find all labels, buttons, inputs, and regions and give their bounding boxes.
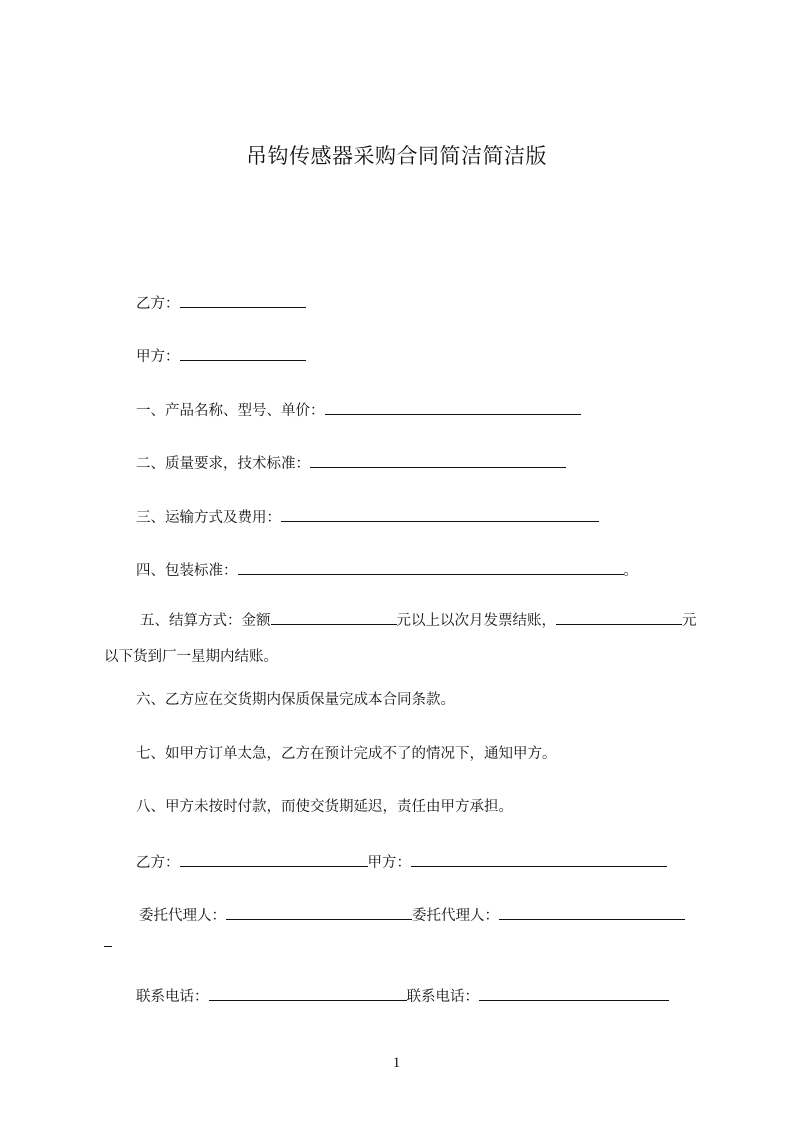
sign-party-b-blank[interactable]: [180, 851, 368, 867]
clause-5-second-blank[interactable]: [556, 609, 668, 625]
party-b-label: 乙方：: [136, 296, 180, 312]
clause-5-end: 元以下货到厂一星期内结账。: [104, 613, 697, 665]
clause-4: [136, 559, 638, 581]
clause-5-prefix: 五、结算方式：金额: [140, 613, 271, 629]
page-number: 1: [392, 1055, 401, 1071]
clause-2-blank[interactable]: [310, 452, 566, 468]
clause-3-blank[interactable]: [281, 506, 599, 522]
party-a-label: 甲方：: [136, 349, 180, 365]
agent-2-blank[interactable]: [499, 904, 685, 920]
clause-1: [136, 399, 581, 421]
sign-party-a-label: 甲方：: [367, 855, 411, 871]
phone-2-blank[interactable]: [479, 985, 669, 1001]
clause-4-label: 四、包装标准：: [136, 563, 238, 579]
clause-5-continuation-blank[interactable]: [668, 609, 682, 625]
phone-1-label: 联系电话：: [136, 989, 209, 1005]
party-b-blank[interactable]: [180, 292, 306, 308]
agent-line: [139, 904, 685, 926]
agent-1-label: 委托代理人：: [139, 908, 226, 924]
phone-line: [136, 985, 669, 1007]
phone-2-label: 联系电话：: [406, 989, 479, 1005]
clause-8: 八、甲方未按时付款，而使交货期延迟，责任由甲方承担。: [136, 799, 513, 815]
clause-4-blank[interactable]: [238, 559, 624, 575]
party-a-line: [136, 345, 306, 367]
clause-3: [136, 506, 599, 528]
signature-line: [136, 851, 667, 873]
clause-5: [104, 603, 704, 675]
agent-1-blank[interactable]: [226, 904, 412, 920]
clause-1-blank[interactable]: [325, 399, 581, 415]
party-a-blank[interactable]: [180, 345, 306, 361]
party-b-line: [136, 292, 306, 314]
clause-5-amount-blank[interactable]: [271, 609, 397, 625]
sign-party-b-label: 乙方：: [136, 855, 180, 871]
clause-6: 六、乙方应在交货期内保质保量完成本合同条款。: [136, 692, 455, 708]
agent-2-label: 委托代理人：: [412, 908, 499, 924]
phone-1-blank[interactable]: [209, 985, 407, 1001]
clause-4-end: 。: [623, 563, 638, 579]
clause-7: 七、如甲方订单太急，乙方在预计完成不了的情况下，通知甲方。: [136, 746, 557, 762]
clause-1-label: 一、产品名称、型号、单价：: [136, 403, 325, 419]
sign-party-a-blank[interactable]: [411, 851, 667, 867]
document-title: 吊钩传感器采购合同简洁简洁版: [246, 144, 547, 168]
clause-2-label: 二、质量要求，技术标准：: [136, 456, 310, 472]
clause-3-label: 三、运输方式及费用：: [136, 510, 281, 526]
clause-2: [136, 452, 566, 474]
clause-5-mid: 元以上以次月发票结账，: [396, 613, 556, 629]
agent-continuation-blank[interactable]: [104, 931, 112, 947]
